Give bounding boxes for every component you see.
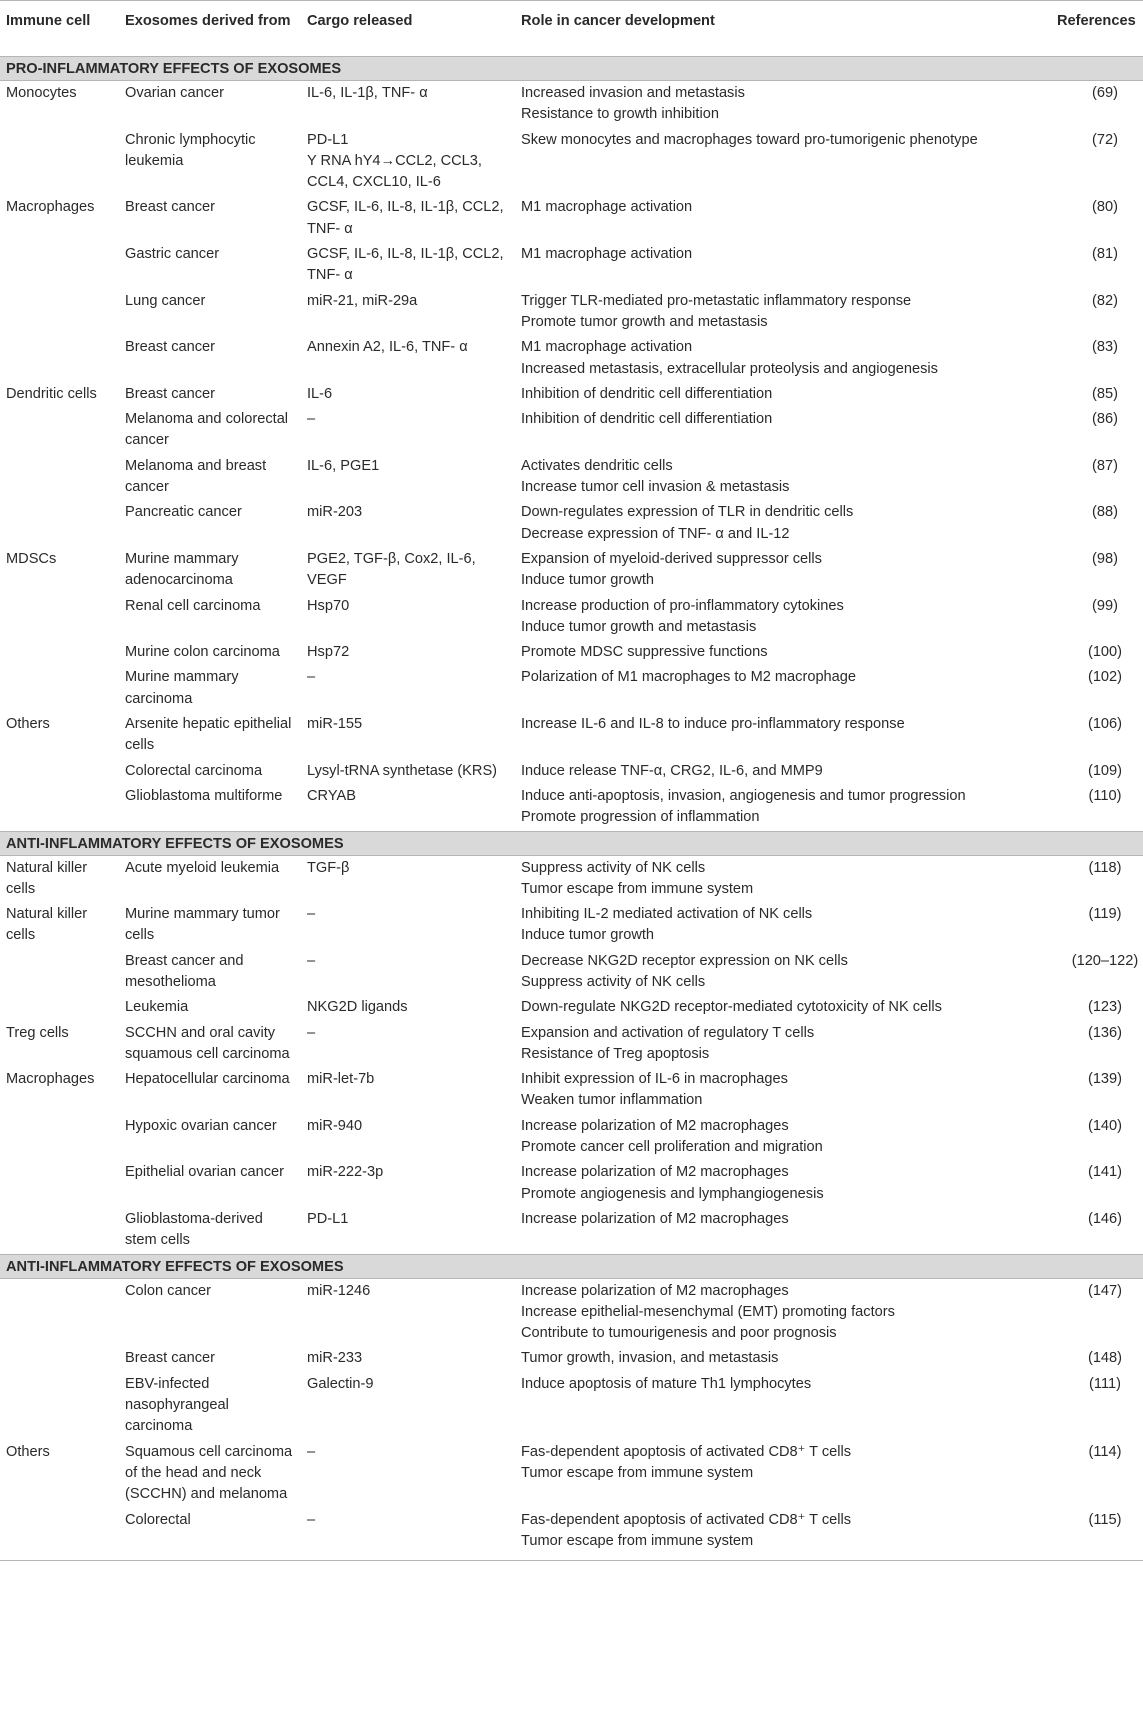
role-cell: [515, 995, 1051, 1020]
reference-cell: (148): [1087, 1350, 1123, 1367]
exosome-source-cell: Arsenite hepatic epithelial cells: [125, 716, 292, 754]
role-cell-line: Fas-dependent apoptosis of activated CD8⁺ T cells: [521, 1511, 852, 1528]
table-row: [0, 1207, 1143, 1254]
exosome-source-cell: Acute myeloid leukemia: [125, 859, 280, 876]
reference-cell: (100): [1087, 644, 1123, 661]
cargo-cell: [301, 195, 515, 242]
table-row: [0, 1021, 1143, 1068]
cargo-cell-line: miR-1246: [307, 1282, 371, 1299]
table-row: [0, 665, 1143, 712]
table-row: [0, 81, 1143, 128]
role-cell: [515, 195, 1051, 242]
table-body: [0, 57, 1143, 1561]
role-cell: [515, 855, 1051, 902]
reference-cell: (99): [1092, 597, 1118, 614]
role-cell-line: Promote cancer cell proliferation and migration: [521, 1139, 823, 1156]
role-cell-line: Resistance to growth inhibition: [521, 106, 719, 123]
exosome-source-cell: Murine mammary adenocarcinoma: [125, 550, 239, 589]
section-title: PRO-INFLAMMATORY EFFECTS OF EXOSOMES: [0, 57, 1143, 81]
cargo-cell-line: miR-940: [307, 1117, 363, 1134]
cargo-cell: [301, 1440, 515, 1508]
role-cell: [515, 1508, 1051, 1555]
role-cell-line: Expansion and activation of regulatory T cells: [521, 1024, 815, 1041]
cargo-cell: [301, 855, 515, 902]
immune-cell-cell: [0, 128, 119, 196]
cargo-cell-line: miR-233: [307, 1350, 363, 1367]
immune-cell-cell: [0, 1207, 119, 1254]
table-row: [0, 1067, 1143, 1114]
immune-cell-cell: [0, 407, 119, 454]
immune-cell-cell: [0, 949, 119, 996]
reference-cell: (147): [1087, 1282, 1123, 1299]
exosome-source-cell: Lung cancer: [125, 292, 206, 309]
section-row: [0, 831, 1143, 855]
table-row: [0, 1278, 1143, 1346]
role-cell: [515, 454, 1051, 501]
reference-cell: (80): [1092, 199, 1118, 216]
cargo-cell-line: –: [307, 906, 316, 923]
reference-cell: (141): [1087, 1164, 1123, 1181]
table-row: [0, 640, 1143, 665]
cargo-cell-line: Hsp70: [307, 597, 350, 614]
role-cell-line: Promote progression of inflammation: [521, 809, 760, 826]
cargo-cell-line: Y RNA hY4→CCL2, CCL3, CCL4, CXCL10, IL-6: [307, 152, 482, 191]
table-row: [0, 1440, 1143, 1508]
role-cell-line: Induce tumor growth and metastasis: [521, 618, 757, 635]
cargo-cell: [301, 665, 515, 712]
exosome-source-cell: Renal cell carcinoma: [125, 597, 261, 614]
table-row: [0, 1508, 1143, 1555]
reference-cell: (88): [1092, 504, 1118, 521]
cargo-cell-line: Hsp72: [307, 644, 350, 661]
exosome-source-cell: Epithelial ovarian cancer: [125, 1164, 284, 1181]
role-cell: [515, 242, 1051, 289]
cargo-cell-line: miR-let-7b: [307, 1071, 375, 1088]
cargo-cell-line: –: [307, 952, 316, 969]
role-cell: [515, 1278, 1051, 1346]
immune-cell-cell: Natural killer cells: [6, 906, 88, 944]
role-cell-line: Resistance of Treg apoptosis: [521, 1045, 710, 1062]
cargo-cell-line: miR-222-3p: [307, 1164, 384, 1181]
table-row: [0, 289, 1143, 336]
cargo-cell: [301, 81, 515, 128]
cargo-cell: [301, 1372, 515, 1440]
role-cell-line: M1 macrophage activation: [521, 246, 693, 263]
exosome-source-cell: Breast cancer and mesothelioma: [125, 952, 244, 990]
cargo-cell-line: TGF-β: [307, 859, 350, 876]
role-cell-line: Induce anti-apoptosis, invasion, angiogenesis and tumor progression: [521, 787, 966, 804]
exosome-source-cell: Melanoma and colorectal cancer: [125, 411, 289, 449]
exosome-source-cell: Murine mammary tumor cells: [125, 906, 280, 944]
table-row: [0, 128, 1143, 196]
exosome-source-cell: Glioblastoma multiforme: [125, 787, 283, 804]
cargo-cell: [301, 1346, 515, 1371]
table-row: [0, 1160, 1143, 1207]
role-cell: [515, 81, 1051, 128]
table-row: [0, 500, 1143, 547]
cargo-cell: [301, 128, 515, 196]
exosome-source-cell: Breast cancer: [125, 385, 216, 402]
table-header: [0, 1, 1143, 57]
table-bottom-rule: [0, 1554, 1143, 1561]
role-cell: [515, 640, 1051, 665]
reference-cell: (139): [1087, 1071, 1123, 1088]
reference-cell: (86): [1092, 411, 1118, 428]
exosome-source-cell: Pancreatic cancer: [125, 504, 242, 521]
cargo-cell: [301, 712, 515, 759]
role-cell-line: Tumor escape from immune system: [521, 1464, 754, 1481]
bottom-rule-cell: [0, 1554, 1143, 1561]
table-row: [0, 547, 1143, 594]
table-row: [0, 382, 1143, 407]
exosome-source-cell: Glioblastoma-derived stem cells: [125, 1210, 263, 1249]
cargo-cell-line: –: [307, 1024, 316, 1041]
role-cell: [515, 665, 1051, 712]
cargo-cell-line: PD-L1: [307, 131, 349, 148]
reference-cell: (69): [1092, 85, 1118, 101]
role-cell-line: Tumor escape from immune system: [521, 880, 754, 897]
exosome-source-cell: Gastric cancer: [125, 246, 220, 263]
table-row: [0, 949, 1143, 996]
role-cell-line: Increase polarization of M2 macrophages: [521, 1282, 789, 1299]
role-cell-line: Weaken tumor inflammation: [521, 1092, 703, 1109]
role-cell: [515, 1207, 1051, 1254]
exosome-source-cell: Ovarian cancer: [125, 85, 224, 101]
role-cell-line: Increase production of pro-inflammatory cytokines: [521, 597, 844, 614]
exosome-source-cell: Hypoxic ovarian cancer: [125, 1117, 277, 1134]
exosome-source-cell: Murine mammary carcinoma: [125, 669, 239, 707]
exosome-source-cell: Murine colon carcinoma: [125, 644, 280, 661]
cargo-cell-line: PGE2, TGF-β, Cox2, IL-6, VEGF: [307, 550, 476, 589]
section-title: ANTI-INFLAMMATORY EFFECTS OF EXOSOMES: [0, 831, 1143, 855]
role-cell-line: Increase tumor cell invasion & metastasis: [521, 479, 790, 496]
role-cell-line: Tumor growth, invasion, and metastasis: [521, 1350, 779, 1367]
cargo-cell: [301, 1160, 515, 1207]
role-cell: [515, 1160, 1051, 1207]
table-row: [0, 1372, 1143, 1440]
cargo-cell: [301, 500, 515, 547]
role-cell: [515, 289, 1051, 336]
cargo-cell: [301, 995, 515, 1020]
immune-cell-cell: [0, 1114, 119, 1161]
role-cell: [515, 1114, 1051, 1161]
exosome-source-cell: Colon cancer: [125, 1282, 211, 1299]
reference-cell: (119): [1088, 906, 1122, 923]
role-cell: [515, 1067, 1051, 1114]
header-immune-cell: Immune cell: [0, 1, 119, 57]
exosome-source-cell: Colorectal carcinoma: [125, 762, 263, 779]
cargo-cell: [301, 1207, 515, 1254]
role-cell-line: Activates dendritic cells: [521, 457, 673, 474]
reference-cell: (85): [1092, 385, 1118, 402]
exosome-source-cell: Squamous cell carcinoma of the head and neck (SCCHN) and melanoma: [125, 1443, 293, 1503]
role-cell: [515, 594, 1051, 641]
reference-cell: (146): [1087, 1210, 1123, 1227]
immune-cell-cell: [0, 784, 119, 831]
role-cell: [515, 382, 1051, 407]
role-cell-line: Decrease expression of TNF- α and IL-12: [521, 525, 790, 542]
immune-cell-cell: MDSCs: [6, 550, 57, 567]
cargo-cell: [301, 1021, 515, 1068]
cargo-cell-line: GCSF, IL-6, IL-8, IL-1β, CCL2, TNF- α: [307, 246, 504, 284]
cargo-cell-line: miR-203: [307, 504, 363, 521]
immune-cell-cell: Dendritic cells: [6, 385, 97, 402]
role-cell: [515, 128, 1051, 196]
cargo-cell-line: miR-155: [307, 716, 363, 733]
section-row: [0, 1254, 1143, 1278]
immune-cell-cell: [0, 500, 119, 547]
exosome-source-cell: EBV-infected nasophyrangeal carcinoma: [125, 1375, 229, 1435]
exosome-source-cell: Leukemia: [125, 999, 189, 1016]
table-row: [0, 242, 1143, 289]
reference-cell: (118): [1088, 859, 1122, 876]
role-cell-line: Inhibiting IL-2 mediated activation of NK cells: [521, 906, 813, 923]
immune-cell-cell: [0, 995, 119, 1020]
role-cell-line: Inhibition of dendritic cell differentiation: [521, 385, 773, 402]
table-row: [0, 995, 1143, 1020]
cargo-cell: [301, 759, 515, 784]
header-references: References: [1051, 1, 1143, 57]
exosome-source-cell: Breast cancer: [125, 199, 216, 216]
role-cell: [515, 547, 1051, 594]
role-cell-line: Suppress activity of NK cells: [521, 859, 706, 876]
cargo-cell-line: IL-6: [307, 385, 333, 402]
role-cell-line: M1 macrophage activation: [521, 339, 693, 356]
role-cell-line: Increase epithelial-mesenchymal (EMT) promoting factors: [521, 1303, 895, 1320]
immune-cell-cell: [0, 1372, 119, 1440]
reference-cell: (115): [1088, 1511, 1122, 1528]
immune-cell-cell: [0, 759, 119, 784]
cargo-cell-line: IL-6, IL-1β, TNF- α: [307, 85, 428, 101]
cargo-cell-line: CRYAB: [307, 787, 356, 804]
exosome-source-cell: Chronic lymphocytic leukemia: [125, 131, 256, 169]
role-cell-line: Induce tumor growth: [521, 572, 655, 589]
reference-cell: (72): [1092, 131, 1118, 148]
table-row: [0, 407, 1143, 454]
reference-cell: (102): [1087, 669, 1123, 686]
role-cell: [515, 1440, 1051, 1508]
cargo-cell: [301, 594, 515, 641]
cargo-cell: [301, 902, 515, 949]
role-cell: [515, 784, 1051, 831]
immune-cell-cell: [0, 665, 119, 712]
reference-cell: (109): [1087, 762, 1123, 779]
role-cell: [515, 759, 1051, 784]
role-cell: [515, 712, 1051, 759]
role-cell: [515, 949, 1051, 996]
reference-cell: (82): [1092, 292, 1118, 309]
table-row: [0, 594, 1143, 641]
cargo-cell: [301, 1508, 515, 1555]
immune-cell-cell: [0, 594, 119, 641]
table-row: [0, 712, 1143, 759]
cargo-cell: [301, 1114, 515, 1161]
cargo-cell-line: –: [307, 1511, 316, 1528]
immune-cell-cell: [0, 454, 119, 501]
role-cell-line: Increase polarization of M2 macrophages: [521, 1210, 789, 1227]
cargo-cell: [301, 407, 515, 454]
header-role: Role in cancer development: [515, 1, 1051, 57]
table-row: [0, 454, 1143, 501]
immune-cell-cell: Monocytes: [6, 85, 77, 101]
reference-cell: (120–122): [1071, 952, 1139, 969]
role-cell-line: Decrease NKG2D receptor expression on NK cells: [521, 952, 848, 969]
exosome-source-cell: Breast cancer: [125, 339, 216, 356]
role-cell-line: Inhibition of dendritic cell differentiation: [521, 411, 773, 428]
immune-cell-cell: Treg cells: [6, 1024, 69, 1041]
immune-cell-cell: Others: [6, 1443, 50, 1460]
role-cell: [515, 500, 1051, 547]
exosome-source-cell: Melanoma and breast cancer: [125, 457, 267, 496]
cargo-cell-line: miR-21, miR-29a: [307, 292, 418, 309]
role-cell: [515, 407, 1051, 454]
immune-cell-cell: Macrophages: [6, 199, 95, 216]
role-cell-line: Polarization of M1 macrophages to M2 macrophage: [521, 669, 857, 686]
role-cell-line: Promote tumor growth and metastasis: [521, 313, 768, 330]
role-cell-line: Increase polarization of M2 macrophages: [521, 1164, 789, 1181]
immune-cell-cell: [0, 289, 119, 336]
header-exosomes-source: Exosomes derived from: [119, 1, 301, 57]
role-cell-line: Tumor escape from immune system: [521, 1532, 754, 1549]
cargo-cell: [301, 949, 515, 996]
role-cell: [515, 902, 1051, 949]
cargo-cell: [301, 1278, 515, 1346]
cargo-cell-line: Annexin A2, IL-6, TNF- α: [307, 339, 468, 356]
immune-cell-cell: Natural killer cells: [6, 859, 88, 897]
reference-cell: (136): [1087, 1024, 1123, 1041]
exosome-source-cell: Breast cancer: [125, 1350, 216, 1367]
table-row: [0, 784, 1143, 831]
reference-cell: (111): [1089, 1375, 1121, 1392]
section-row: [0, 57, 1143, 81]
immune-cell-cell: [0, 1278, 119, 1346]
exosome-source-cell: Colorectal: [125, 1511, 191, 1528]
reference-cell: (106): [1087, 716, 1123, 733]
cargo-cell: [301, 382, 515, 407]
cargo-cell: [301, 784, 515, 831]
table-row: [0, 902, 1143, 949]
section-title: ANTI-INFLAMMATORY EFFECTS OF EXOSOMES: [0, 1254, 1143, 1278]
reference-cell: (114): [1088, 1443, 1122, 1460]
reference-cell: (140): [1087, 1117, 1123, 1134]
table-row: [0, 335, 1143, 382]
exosome-source-cell: Hepatocellular carcinoma: [125, 1071, 290, 1088]
role-cell-line: Inhibit expression of IL-6 in macrophages: [521, 1071, 788, 1088]
header-cargo: Cargo released: [301, 1, 515, 57]
reference-cell: (87): [1092, 457, 1118, 474]
table-row: [0, 759, 1143, 784]
immune-cell-cell: [0, 1346, 119, 1371]
table-row: [0, 855, 1143, 902]
reference-cell: (81): [1092, 246, 1118, 263]
cargo-cell-line: –: [307, 669, 316, 686]
cargo-cell-line: –: [307, 411, 316, 428]
reference-cell: (123): [1087, 999, 1123, 1016]
role-cell-line: Promote angiogenesis and lymphangiogenesis: [521, 1185, 824, 1202]
cargo-cell-line: Lysyl-tRNA synthetase (KRS): [307, 762, 498, 779]
role-cell-line: Fas-dependent apoptosis of activated CD8⁺ T cells: [521, 1443, 852, 1460]
cargo-cell-line: GCSF, IL-6, IL-8, IL-1β, CCL2, TNF- α: [307, 199, 504, 237]
cargo-cell-line: NKG2D ligands: [307, 999, 408, 1016]
role-cell-line: Trigger TLR-mediated pro-metastatic inflammatory response: [521, 292, 912, 309]
cargo-cell-line: IL-6, PGE1: [307, 457, 380, 474]
cargo-cell-line: Galectin-9: [307, 1375, 374, 1392]
role-cell-line: Suppress activity of NK cells: [521, 973, 706, 990]
role-cell-line: Contribute to tumourigenesis and poor prognosis: [521, 1325, 837, 1342]
cargo-cell: [301, 1067, 515, 1114]
role-cell-line: Induce release TNF-α, CRG2, IL-6, and MMP9: [521, 762, 823, 779]
cargo-cell: [301, 289, 515, 336]
immune-cell-cell: Others: [6, 716, 50, 733]
cargo-cell: [301, 454, 515, 501]
immune-cell-cell: Macrophages: [6, 1071, 95, 1088]
immune-cell-cell: [0, 1160, 119, 1207]
immune-cell-cell: [0, 1508, 119, 1555]
role-cell: [515, 1372, 1051, 1440]
reference-cell: (83): [1092, 339, 1118, 356]
role-cell-line: Induce tumor growth: [521, 927, 655, 944]
cargo-cell: [301, 547, 515, 594]
table-row: [0, 1114, 1143, 1161]
role-cell-line: Increased invasion and metastasis: [521, 85, 745, 101]
immune-cell-cell: [0, 335, 119, 382]
cargo-cell: [301, 640, 515, 665]
role-cell-line: Increased metastasis, extracellular proteolysis and angiogenesis: [521, 360, 938, 377]
header-row: [0, 1, 1143, 57]
role-cell-line: Induce apoptosis of mature Th1 lymphocytes: [521, 1375, 812, 1392]
cargo-cell: [301, 335, 515, 382]
cargo-cell: [301, 242, 515, 289]
role-cell-line: Expansion of myeloid-derived suppressor cells: [521, 550, 822, 567]
role-cell: [515, 335, 1051, 382]
role-cell-line: Skew monocytes and macrophages toward pro-tumorigenic phenotype: [521, 131, 978, 148]
table-row: [0, 195, 1143, 242]
role-cell-line: Increase IL-6 and IL-8 to induce pro-inflammatory response: [521, 716, 905, 733]
exosome-source-cell: SCCHN and oral cavity squamous cell carcinoma: [125, 1024, 290, 1062]
reference-cell: (98): [1092, 550, 1118, 567]
role-cell: [515, 1021, 1051, 1068]
role-cell-line: M1 macrophage activation: [521, 199, 693, 216]
role-cell-line: Down-regulates expression of TLR in dendritic cells: [521, 504, 854, 521]
immune-cell-cell: [0, 242, 119, 289]
reference-cell: (110): [1088, 787, 1122, 804]
role-cell-line: Increase polarization of M2 macrophages: [521, 1117, 789, 1134]
role-cell: [515, 1346, 1051, 1371]
immune-cell-cell: [0, 640, 119, 665]
role-cell-line: Promote MDSC suppressive functions: [521, 644, 768, 661]
cargo-cell-line: –: [307, 1443, 316, 1460]
role-cell-line: Down-regulate NKG2D receptor-mediated cytotoxicity of NK cells: [521, 999, 942, 1016]
table-row: [0, 1346, 1143, 1371]
cargo-cell-line: PD-L1: [307, 1210, 349, 1227]
